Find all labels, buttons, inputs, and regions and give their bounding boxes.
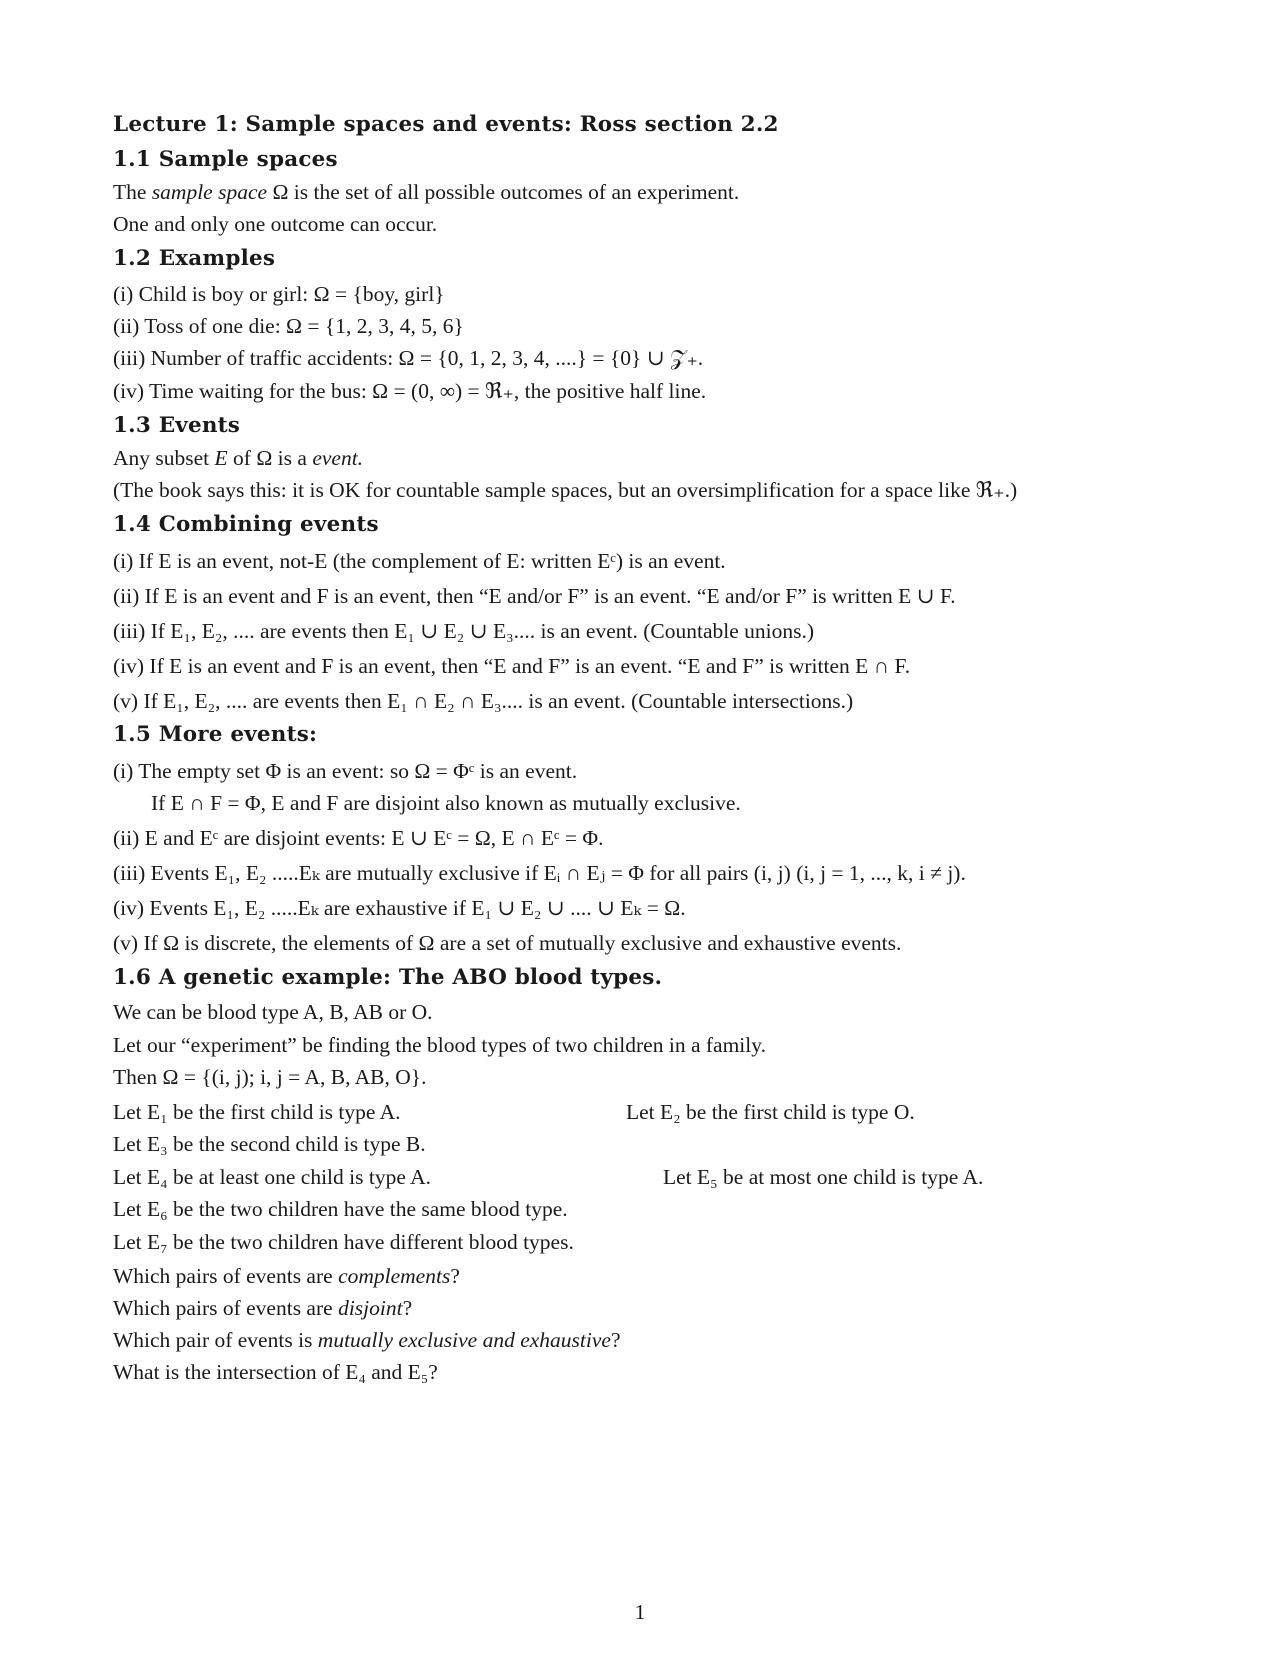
section-heading-1-1: 1.1 Sample spaces: [113, 147, 338, 172]
paragraph-line: [113, 443, 363, 473]
event-e5: Let E₅ be at most one child is type A.: [663, 1165, 984, 1189]
text-run: ?: [450, 1264, 460, 1288]
example-item: (ii) Toss of one die: Ω = {1, 2, 3, 4, 5, 6}: [113, 314, 464, 338]
text-run: of Ω is a: [227, 446, 313, 470]
list-item: (iii) If E₁, E₂, .... are events then E₁ ∪ E₂ ∪ E₃.... is an event. (Countable unions.): [113, 619, 815, 643]
page-number: 1: [634, 1600, 646, 1624]
event-row: [113, 1162, 1173, 1192]
event-e6: Let E₆ be the two children have the same blood type.: [113, 1197, 568, 1221]
section-heading-1-2: 1.2 Examples: [113, 246, 276, 271]
question-line: [113, 1293, 412, 1323]
italic-term: event.: [312, 446, 364, 470]
list-item: (iii) Events E₁, E₂ .....Eₖ are mutually exclusive if Eᵢ ∩ Eⱼ = Φ for all pairs (i, j) (i, j = 1, ..., k, i ≠ j).: [113, 861, 966, 885]
italic-term: complements: [338, 1264, 451, 1288]
text-run: Which pairs of events are: [113, 1296, 339, 1320]
event-e7: Let E₇ be the two children have different blood types.: [113, 1230, 574, 1254]
question-line: [113, 1261, 460, 1291]
example-item: (iii) Number of traffic accidents: Ω = {0, 1, 2, 3, 4, ....} = {0} ∪ 𝒵₊.: [113, 346, 704, 370]
paragraph-line: Then Ω = {(i, j); i, j = A, B, AB, O}.: [113, 1065, 427, 1089]
list-item-indented: If E ∩ F = Φ, E and F are disjoint also known as mutually exclusive.: [151, 791, 741, 815]
math-symbol: E: [214, 446, 228, 470]
paragraph-line: (The book says this: it is OK for countable sample spaces, but an oversimplification for a space like ℜ₊.): [113, 478, 1018, 502]
example-item: (i) Child is boy or girl: Ω = {boy, girl}: [113, 282, 445, 306]
italic-term: disjoint: [338, 1296, 403, 1320]
italic-term: sample space: [151, 180, 268, 204]
section-heading-1-6: 1.6 A genetic example: The ABO blood types.: [113, 965, 663, 990]
text-run: The: [113, 180, 152, 204]
section-heading-1-3: 1.3 Events: [113, 413, 241, 438]
list-item: (ii) E and Eᶜ are disjoint events: E ∪ Eᶜ = Ω, E ∩ Eᶜ = Φ.: [113, 826, 604, 850]
paragraph-line: We can be blood type A, B, AB or O.: [113, 1000, 433, 1024]
event-e4: Let E₄ be at least one child is type A.: [113, 1165, 431, 1189]
event-e1: Let E₁ be the first child is type A.: [113, 1100, 401, 1124]
list-item: (v) If Ω is discrete, the elements of Ω are a set of mutually exclusive and exhaustive events.: [113, 931, 902, 955]
paragraph-line: [113, 177, 739, 207]
italic-term: mutually exclusive and exhaustive: [317, 1328, 611, 1352]
event-e2: Let E₂ be the first child is type O.: [626, 1100, 915, 1124]
text-run: Ω is the set of all possible outcomes of an experiment.: [267, 180, 740, 204]
list-item: (ii) If E is an event and F is an event, then “E and/or F” is an event. “E and/or F” is written E ∪ F.: [113, 584, 956, 608]
list-item: (iv) If E is an event and F is an event, then “E and F” is an event. “E and F” is written E ∩ F.: [113, 654, 911, 678]
paragraph-line: One and only one outcome can occur.: [113, 212, 438, 236]
question-line: What is the intersection of E₄ and E₅?: [113, 1360, 438, 1384]
paragraph-line: Let our “experiment” be finding the blood types of two children in a family.: [113, 1033, 766, 1057]
text-run: Which pair of events is: [113, 1328, 318, 1352]
text-run: Any subset: [113, 446, 215, 470]
text-run: ?: [402, 1296, 413, 1320]
list-item: (v) If E₁, E₂, .... are events then E₁ ∩ E₂ ∩ E₃.... is an event. (Countable intersections.): [113, 689, 854, 713]
text-run: Which pairs of events are: [113, 1264, 339, 1288]
section-heading-1-5: 1.5 More events:: [113, 722, 318, 747]
text-run: ?: [610, 1328, 621, 1352]
event-e3: Let E₃ be the second child is type B.: [113, 1132, 426, 1156]
section-heading-1-4: 1.4 Combining events: [113, 512, 379, 537]
example-item: (iv) Time waiting for the bus: Ω = (0, ∞) = ℜ₊, the positive half line.: [113, 379, 707, 403]
question-line: [113, 1325, 620, 1355]
list-item: (i) The empty set Φ is an event: so Ω = Φᶜ is an event.: [113, 759, 578, 783]
list-item: (iv) Events E₁, E₂ .....Eₖ are exhaustive if E₁ ∪ E₂ ∪ .... ∪ Eₖ = Ω.: [113, 896, 686, 920]
list-item: (i) If E is an event, not-E (the complement of E: written Eᶜ) is an event.: [113, 549, 726, 573]
lecture-title: Lecture 1: Sample spaces and events: Ross section 2.2: [113, 112, 779, 137]
event-row: [113, 1097, 1173, 1127]
